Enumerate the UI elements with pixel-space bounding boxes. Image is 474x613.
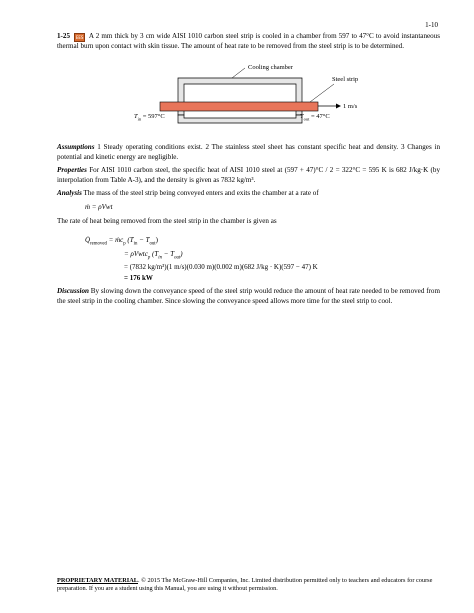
chamber-leader-line — [232, 68, 245, 78]
steel-strip — [160, 102, 318, 111]
assumptions-text: 1 Steady operating conditions exist. 2 The stainless steel sheet has constant specific heat and density. 3 Changes in potential and kinetic energy are negligible. — [57, 143, 440, 161]
strip-label: Steel strip — [332, 76, 359, 83]
properties-paragraph — [57, 166, 440, 185]
chamber-label: Cooling chamber — [248, 64, 293, 71]
problem-text: A 2 mm thick by 3 cm wide AISI 1010 carbon steel strip is cooled in a chamber from 597 to 47°C to avoid instantaneous thermal burn upon contact with skin tissue. The amount of heat rate to be removed from the steel strip is to be determined. — [57, 32, 440, 50]
analysis-text: The mass of the steel strip being conveyed enters and exits the chamber at a rate of — [81, 189, 319, 197]
page-number: 1-10 — [425, 21, 438, 29]
t-out-label: $T_{out} = 47^\circ C$ — [300, 113, 330, 122]
problem-statement — [57, 32, 440, 52]
assumptions-heading: Assumptions — [57, 143, 95, 151]
properties-heading: Properties — [57, 166, 87, 174]
presentation-icon: EES — [75, 35, 84, 40]
analysis-heading: Analysis — [57, 189, 82, 197]
speed-label: 1 m/s — [343, 103, 358, 110]
mass-flow-equation: ṁ = ρVwt — [85, 203, 113, 211]
figure-cooling-chamber — [120, 62, 370, 132]
discussion-text: By slowing down the conveyance speed of the steel strip would reduce the amount of heat rate needed to be removed from the steel strip in the cooling chamber. Since slowing the conveyance speed allows more time for the steel strip to cool. — [57, 287, 440, 305]
analysis-paragraph — [57, 189, 440, 199]
heat-rate-equation-1: $Q̇_{removed}$ = ṁc$_p$ $(T_{in} - T_{out})$ — [85, 236, 158, 247]
discussion-paragraph — [57, 287, 440, 306]
analysis-text-2: The rate of heat being removed from the steel strip in the chamber is given as — [57, 217, 277, 225]
problem-number: 1-25 — [57, 32, 71, 40]
strip-leader-line — [310, 84, 334, 102]
velocity-arrow-head — [336, 104, 341, 109]
footer-text: . © 2015 The McGraw-Hill Companies, Inc. Limited distribution permitted only to teachers and educators for course preparation. If you are a student using this Manual, you are using it without permission. — [57, 577, 433, 593]
properties-text: For AISI 1010 carbon steel, the specific heat of AISI 1010 steel at (597 + 47)°C / 2 = 322°C = 595 K is 682 J/kg·K (by interpolation from Table A-3), and the density is given as 7832 kg/m³. — [57, 166, 440, 184]
footer-label: PROPRIETARY MATERIAL — [57, 577, 138, 584]
heat-rate-equation-2: = ρVwtc$_p$ $(T_{in} - T_{out})$ — [124, 250, 183, 261]
footer-copyright — [57, 577, 440, 594]
t-in-label: $T_{in} = 597^\circ C$ — [134, 113, 165, 122]
discussion-heading: Discussion — [57, 287, 89, 295]
assumptions-paragraph — [57, 143, 440, 162]
heat-rate-result: = 176 kW — [124, 274, 153, 282]
heat-rate-equation-3: = (7832 kg/m³)(1 m/s)(0.030 m)(0.002 m)(682 J/kg · K)(597 − 47) K — [124, 263, 318, 271]
chamber-shell-bottom — [178, 115, 302, 123]
